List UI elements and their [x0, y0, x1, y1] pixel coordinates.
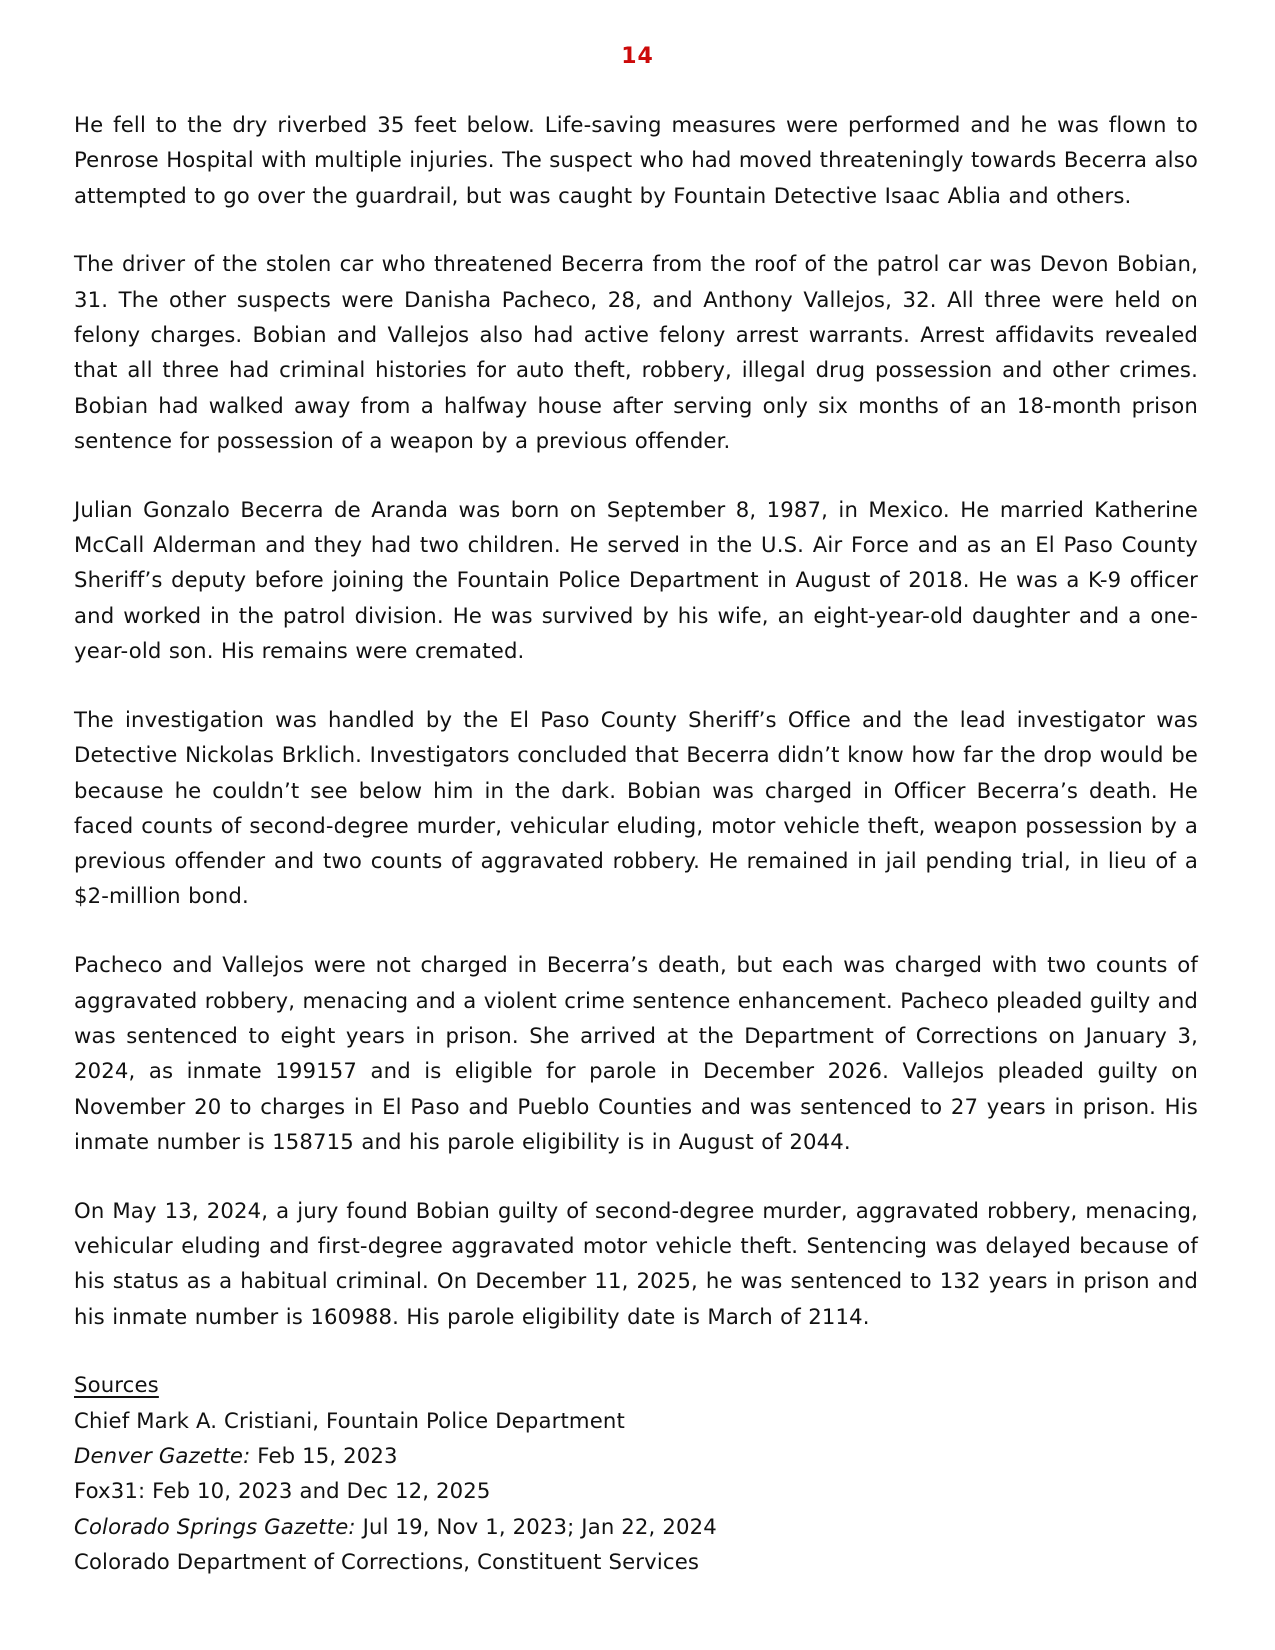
source-item: [74, 1438, 1198, 1473]
page-number: 14: [621, 44, 654, 69]
source-text: Fox31: Feb 10, 2023 and Dec 12, 2025: [74, 1478, 491, 1504]
source-publication: Colorado Springs Gazette:: [74, 1513, 356, 1539]
source-publication: Denver Gazette:: [74, 1443, 251, 1469]
paragraph-accomplices-sentencing: Pacheco and Vallejos were not charged in Becerra’s death, but each was charged with two counts of aggravated robbery, menacing and a violent crime sentence enhancement. Pacheco pleaded guilty and was sentenced to eight years in prison. She arrived at the Department of Corrections on January 3, 2024, as inmate 199157 and is eligible for parole in December 2026. Vallejos pleaded guilty on November 20 to charges in El Paso and Pueblo Counties and was sentenced to 27 years in prison. His inmate number is 158715 and his parole eligibility is in August of 2044.: [74, 952, 1198, 1154]
paragraph-rescue: He fell to the dry riverbed 35 feet below. Life-saving measures were performed and he was flown to Penrose Hospital with multiple injuries. The suspect who had moved threateningly towards Becerra also attempted to go over the guardrail, but was caught by Fountain Detective Isaac Ablia and others.: [74, 112, 1199, 208]
source-text: Chief Mark A. Cristiani, Fountain Police Department: [74, 1407, 625, 1433]
paragraph-investigation: The investigation was handled by the El Paso County Sheriff’s Office and the lead investigator was Detective Nickolas Brklich. Investigators concluded that Becerra didn’t know how far the drop would be because he couldn’t see below him in the dark. Bobian was charged in Officer Becerra’s death. He faced counts of second-degree murder, vehicular eluding, motor vehicle theft, weapon possession by a previous offender and two counts of aggravated robbery. He remained in jail pending trial, in lieu of a $2-million bond.: [74, 706, 1198, 909]
sources-section: [74, 1367, 1198, 1579]
paragraph-biography: Julian Gonzalo Becerra de Aranda was born on September 8, 1987, in Mexico. He married Katherine McCall Alderman and they had two children. He served in the U.S. Air Force and as an El Paso County Sheriff’s deputy before joining the Fountain Police Department in August of 2018. He was a K-9 officer and worked in the patrol division. He was survived by his wife, an eight-year-old daughter and a one-year-old son. His remains were cremated.: [74, 496, 1198, 664]
paragraph-suspects: The driver of the stolen car who threatened Becerra from the roof of the patrol car was Devon Bobian, 31. The other suspects were Danisha Pacheco, 28, and Anthony Vallejos, 32. All three were held on felony charges. Bobian and Vallejos also had active felony arrest warrants. Arrest affidavits revealed that all three had criminal histories for auto theft, robbery, illegal drug possession and other crimes. Bobian had walked away from a halfway house after serving only six months of an 18-month prison sentence for possession of a weapon by a previous offender.: [74, 251, 1198, 453]
source-text: Jul 19, Nov 1, 2023; Jan 22, 2024: [355, 1513, 717, 1539]
source-item: [74, 1509, 1198, 1544]
document-body: [74, 107, 1198, 1579]
paragraph-verdict: On May 13, 2024, a jury found Bobian guilty of second-degree murder, aggravated robbery, menacing, vehicular eluding and first-degree aggravated motor vehicle theft. Sentencing was delayed because of his status as a habitual criminal. On December 11, 2025, he was sentenced to 132 years in prison and his inmate number is 160988. His parole eligibility date is March of 2114.: [74, 1197, 1198, 1329]
sources-heading: Sources: [74, 1372, 159, 1398]
source-text: Colorado Department of Corrections, Constituent Services: [74, 1548, 700, 1574]
source-text: Feb 15, 2023: [250, 1443, 398, 1469]
source-item: [74, 1403, 1198, 1438]
source-item: [74, 1473, 1198, 1508]
source-item: [74, 1544, 1198, 1579]
